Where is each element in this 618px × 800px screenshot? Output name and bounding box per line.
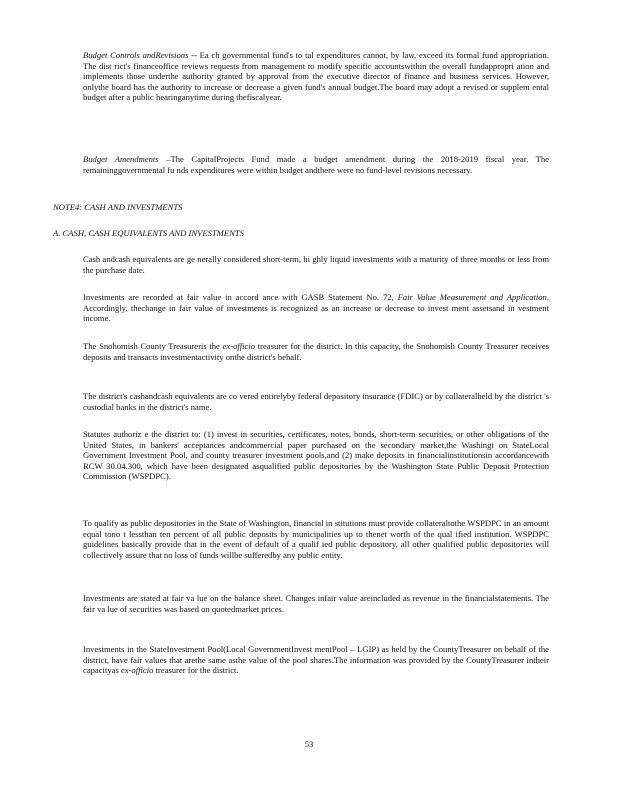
- budget-amendments-text: –The CapitalProjects Fund made a budget amendment during the 2018-2019 fiscal year. The remaininggovernmental fu nds expenditures were within budget andthere were no fund-level revisions necessary.: [83, 154, 549, 175]
- p8-text-c: treasurer for the district.: [153, 665, 239, 676]
- budget-controls-paragraph: [83, 50, 549, 103]
- p3-text-c: treasurer for the district. In this capacity, the Snohomish County Treasurer receives deposits and transacts investmentactivity onthe district's behalf.: [83, 341, 549, 362]
- p8-ex-officio: ex-officio: [120, 665, 154, 676]
- investments-recorded-paragraph: [83, 292, 549, 324]
- public-depositories-paragraph: To qualify as public depositories in the State of Washington, financial in stitutions must provide collateraltothe WSPDPC in an amount equal tono t lessthan ten percent of all public deposits by municipalities up to thenet worth of the qual ified institution. WSPDPC guidelines basically provide that in the event of default of a qualif ied public depository, all other qualified public depositories will collectively assure that no loss of funds willbe sufferedby any public entity.: [83, 518, 549, 560]
- fdic-paragraph: The district's cashandcash equivalents are co vered entirelyby federal depository insurance (FDIC) or by collateralheld by the district 's custodial banks in the district's name.: [83, 391, 549, 412]
- budget-controls-text: -- Ea ch governmental fund's to tal expenditures cannot, by law, exceed its formal fund appropriation. The dist rict's financeoffice reviews requests from management to modify specific accountswithin the overall fundappropri ation and implements those underthe authority granted by approval from the executive director of finance and business services. However, onlythe board has the authority to increase or decrease a given fund's annual budget.The board may adopt a revised or supplem ental budget after a public hearinganytime during thefiscalyear.: [83, 50, 549, 103]
- p2-text-a: Investments are recorded at fair value in accord ance with GASB Statement No. 72,: [83, 292, 398, 302]
- cash-equivalents-paragraph: Cash andcash equivalents are ge nerally considered short-term, hi ghly liquid investments with a maturity of three months or less from the purchase date.: [83, 254, 549, 275]
- p3-ex-officio: ex-officio: [222, 341, 256, 351]
- p2-text-c: . Accordingly, thechange in fair value of investments is recognized as an increase or decrease to invest ment assetsand in vestment income.: [83, 292, 549, 324]
- p2-citation: Fair Value Measurement and Application: [397, 292, 547, 302]
- p3-text-a: The Snohomish County Treasureris the: [83, 341, 223, 351]
- budget-controls-title: Budget Controls andRevisions: [83, 50, 189, 60]
- budget-amendments-title: Budget Amendments: [83, 154, 159, 164]
- budget-amendments-paragraph: [83, 154, 549, 175]
- fair-value-paragraph: Investments are stated at fair va lue on the balance sheet. Changes infair value areincluded as revenue in the financialstatements. The fair va lue of securities was based on quotedmarket prices.: [83, 593, 549, 614]
- page-number: 53: [304, 739, 314, 749]
- p8-text-a: Investments in the StateInvestment Pool(Local GovernmentInvest mentPool – LGIP) as held by the CountyTreasurer on behalf of the district, have fair values that arethe same asthe value of the pool shares.The information was provided by the CountyTreasurer intheir capacityas: [83, 644, 549, 676]
- statutes-paragraph: Statutes authoriz e the district to: (1) invest in securities, certificates, notes, bonds, short-term securities, or other obligations of the United States, in bankers' acceptances andcommercial paper purchased on the secondary market,the Washingt on StateLocal Government Investment Pool, and county treasurer investment pools,and (2) make deposits in financialinstitutionsin accordancewith RCW 30.04.300, which have been designated asqualified public depositories by the Washington State Public Deposit Protection Commission (WSPDPC).: [83, 429, 549, 482]
- lgip-paragraph: [83, 644, 549, 676]
- note-heading: NOTE4: CASH AND INVESTMENTS: [53, 202, 183, 212]
- section-heading: A. CASH, CASH EQUIVALENTS AND INVESTMENTS: [53, 228, 244, 238]
- treasurer-paragraph: [83, 341, 549, 362]
